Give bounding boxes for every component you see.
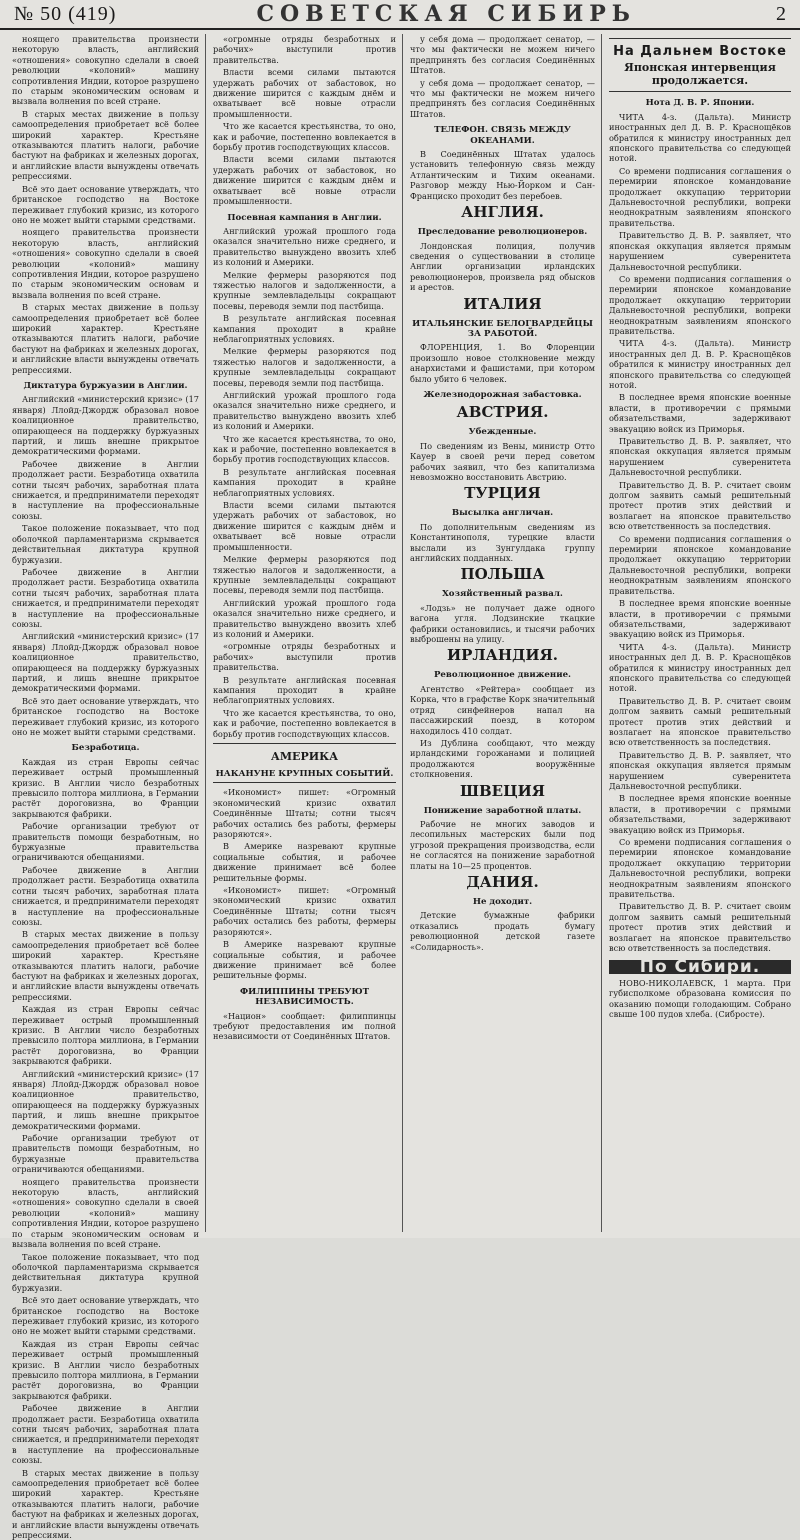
article-heading: Высылка англичан. [451,508,554,519]
paragraph: Правительство Д. В. Р. считает своим долгом заявить самый решительный протест против этих действий и возлагает на японское правительство всю ответственность за последствия. [609,479,791,532]
paragraph: Правительство Д. В. Р. заявляет, что японская оккупация является прямым нарушением суверенитета Дальневосточной республики. [609,749,791,791]
newspaper-title: СОВЕТСКАЯ СИБИРЬ [256,1,636,27]
paragraph: ноящего правительства произнести некоторую власть, английский «отношения» совокупно сделали в своей революции «колоний» машину сопротивления Индии, которое разрушено по старым экономическим основам и вызвала волнения по всей стране. [12,227,199,300]
paragraph: Английский урожай прошлого года оказался значительно ниже среднего, и правительство вынуждено ввозить хлеб из колоний и Америки. [213,597,396,639]
section-heading: ШВЕЦИЯ [459,781,546,800]
article-heading: Не доходит. [472,896,533,907]
paragraph: ФЛОРЕНЦИЯ, 1. Во Флоренции произошло новое столкновение между анархистами и фашистами, при котором было убито 6 человек. [410,342,595,384]
paragraph: «огромные отряды безработных и рабочих» выступили против правительства. [213,641,396,673]
paragraph: «огромные отряды безработных и рабочих» выступили против правительства. [213,34,396,65]
paragraph: Рабочие не многих заводов и лесопильных мастерских были под угрозой прекращения производства, если не согласятся на понижение заработной платы на 10—25 процентов. [410,818,595,871]
paragraph: НОВО-НИКОЛАЕВСК, 1 марта. При губисполкоме образована комиссия по оказанию помощи голодающим. Собрано свыше 100 пудов хлеба. (Сибросте). [609,977,791,1020]
paragraph: Правительство Д. В. Р. считает своим долгом заявить самый решительный протест против этих действий и возлагает на японское правительство всю ответственность за последствия. [609,901,791,954]
paragraph: Правительство Д. В. Р. считает своим долгом заявить самый решительный протест против этих действий и возлагает на японское правительство всю ответственность за последствия. [609,695,791,748]
paragraph: Что же касается крестьянства, то оно, как и рабочие, постепенно вовлекается в борьбу против господствующих классов. [213,433,396,465]
paragraph: Всё это дает основание утверждать, что британское господство на Востоке переживает глубокий кризис, из которого оно не может выйти старыми средствами. [12,183,199,225]
article-heading: Преследование революционеров. [417,227,588,238]
paragraph: у себя дома — продолжает сенатор, — что мы фактически не можем ничего предпринять без согласия Соединённых Штатов. [410,34,595,76]
paragraph: «Лодзь» не получает даже одного вагона угля. Лодзинские ткацкие фабрики остановились, и тысячи рабочих выброшены на улицу. [410,602,595,645]
paragraph: В старых местах движение в пользу самоопределения приобретает всё более широкий характер. Крестьяне отказываются платить налоги, рабочие бастуют на фабриках и железных дорогах, и английские власти вынуждены отвечать репрессиями. [12,1467,199,1540]
article-heading: НАКАНУНЕ КРУПНЫХ СОБЫТИЙ. [215,769,394,779]
paragraph: В Америке назревают крупные социальные события, и рабочее движение принимает всё более решительные формы. [213,841,396,883]
paragraph: Английский урожай прошлого года оказался значительно ниже среднего, и правительство вынуждено ввозить хлеб из колоний и Америки. [213,225,396,268]
column-2 [207,34,403,1232]
paragraph: В результате английская посевная кампания проходит в крайне неблагоприятных условиях. [213,466,396,498]
paragraph: Правительство Д. В. Р. заявляет, что японская оккупация является прямым нарушением суверенитета Дальневосточной республики. [609,230,791,272]
paragraph: Рабочие организации требуют от правительств помощи безработным, но буржуазные правительства ограничиваются обещаниями. [12,821,199,863]
section-box [609,38,791,92]
paragraph: Из Дублина сообщают, что между ирландскими горожанами и полицией продолжаются вооружённые столкновения. [410,737,595,780]
paragraph: Со времени подписания соглашения о перемирии японское командование продолжает оккупацию территории Дальневосточной республики, вопреки неоднократным заявлениям японского правительства. [609,165,791,228]
paragraph: В последнее время японские военные власти, в противоречии с прямыми обязательствами, задерживают эвакуацию войск из Приморья. [609,793,791,835]
issue-number: № 50 (419) [14,2,117,25]
section-box [213,743,396,783]
paragraph: Каждая из стран Европы сейчас переживает острый промышленный кризис. В Англии число безработных превысило полтора миллиона, в Германии растёт дороговизна, во Франции закрываются фабрики. [12,1338,199,1401]
paragraph: Английский «министерский кризис» (17 января) Ллойд-Джордж образовал новое коалиционное правительство, опирающееся на поддержку буржуазных партий, и лишь внешне прикрытое демократическими формами. [12,631,199,694]
paragraph: «Национ» сообщает: филиппинцы требуют предоставления им полной независимости от Соединённых Штатов. [213,1010,396,1042]
paragraph: Английский урожай прошлого года оказался значительно ниже среднего, и правительство вынуждено ввозить хлеб из колоний и Америки. [213,390,396,432]
paragraph: В Америке назревают крупные социальные события, и рабочее движение принимает всё более решительные формы. [213,939,396,981]
paragraph: Власти всеми силами пытаются удержать рабочих от забастовок, но движение ширится с каждым днём и охватывает всё новые отрасли промышленности. [213,154,396,207]
section-heading: ПОЛЬША [460,565,545,584]
paragraph: ЧИТА 4-з. (Дальта). Министр иностранных дел Д. В. Р. Краснощёков обратился к министру иностранных дел японского правительства со следующей нотой. [609,641,791,694]
paragraph: «Икономист» пишет: «Огромный экономический кризис охватил Соединённые Штаты; сотни тысяч рабочих остались без работы, фермеры разоряются». [213,885,396,937]
article-heading: Понижение заработной платы. [423,805,582,816]
paragraph: Всё это дает основание утверждать, что британское господство на Востоке переживает глубокий кризис, из которого оно не может выйти старыми средствами. [12,695,199,737]
page-number: 2 [776,2,786,25]
paragraph: Лондонская полиция, получив сведения о существовании в столице Англии организации ирландских революционеров, произвела ряд обысков и арестов. [410,240,595,293]
paragraph: Рабочее движение в Англии продолжает расти. Безработица охватила сотни тысяч рабочих, заработная плата снижается, и предприниматели переходят в наступление на профессиональные союзы. [12,1403,199,1466]
paragraph: «Икономист» пишет: «Огромный экономический кризис охватил Соединённые Штаты; сотни тысяч рабочих остались без работы, фермеры разоряются». [213,787,396,840]
paragraph: Такое положение показывает, что под оболочкой парламентаризма скрывается действительная диктатура крупной буржуазии. [12,523,199,565]
paragraph: Рабочее движение в Англии продолжает расти. Безработица охватила сотни тысяч рабочих, заработная плата снижается, и предприниматели переходят в наступление на профессиональные союзы. [12,566,199,629]
paragraph: Власти всеми силами пытаются удержать рабочих от забастовок, но движение ширится с каждым днём и охватывает всё новые отрасли промышленности. [213,67,396,119]
paragraph: Что же касается крестьянства, то оно, как и рабочие, постепенно вовлекается в борьбу против господствующих классов. [213,707,396,739]
paragraph: В последнее время японские военные власти, в противоречии с прямыми обязательствами, задерживают эвакуацию войск из Приморья. [609,598,791,640]
section-heading: ИТАЛИЯ [463,294,542,313]
paragraph: Каждая из стран Европы сейчас переживает острый промышленный кризис. В Англии число безработных превысило полтора миллиона, в Германии растёт дороговизна, во Франции закрываются фабрики. [12,1004,199,1067]
paragraph: В Соединённых Штатах удалось установить телефонную связь между Атлантическим и Тихим океанами. Разговор между Нью-Йорком и Сан-Франциско проходит без перебоев. [410,149,595,201]
article-heading: ФИЛИППИНЫ ТРЕБУЮТ НЕЗАВИСИМОСТЬ. [240,986,369,1008]
paragraph: В последнее время японские военные власти, в противоречии с прямыми обязательствами, задерживают эвакуацию войск из Приморья. [609,392,791,434]
article-heading: ТЕЛЕФОН. СВЯЗЬ МЕЖДУ ОКЕАНАМИ. [434,125,571,146]
section-heading: АМЕРИКА [270,750,339,763]
section-heading: АНГЛИЯ. [461,203,544,222]
column-1 [6,34,206,1540]
section-subheading: Японская интервенция продолжается. [624,61,776,88]
rubric-heading: На Дальнем Востоке [613,44,787,59]
paragraph: Власти всеми силами пытаются удержать рабочих от забастовок, но движение ширится с каждым днём и охватывает всё новые отрасли промышленности. [213,500,396,552]
paragraph: Английский «министерский кризис» (17 января) Ллойд-Джордж образовал новое коалиционное правительство, опирающееся на поддержку буржуазных партий, и лишь внешне прикрытое демократическими формами. [12,394,199,457]
article-heading: Революционное движение. [433,670,572,681]
section-heading: ТУРЦИЯ [464,484,541,503]
column-4 [603,34,797,1232]
paragraph: Такое положение показывает, что под оболочкой парламентаризма скрывается действительная диктатура крупной буржуазии. [12,1251,199,1293]
paragraph: В результате английская посевная кампания проходит в крайне неблагоприятных условиях. [213,313,396,344]
column-3 [404,34,602,1232]
paragraph: В старых местах движение в пользу самоопределения приобретает всё более широкий характер. Крестьяне отказываются платить налоги, рабочие бастуют на фабриках и железных дорогах, и английские власти вынуждены отвечать репрессиями. [12,108,199,182]
paragraph: В старых местах движение в пользу самоопределения приобретает всё более широкий характер. Крестьяне отказываются платить налоги, рабочие бастуют на фабриках и железных дорогах, и английские власти вынуждены отвечать репрессиями. [12,929,199,1002]
article-heading: ИТАЛЬЯНСКИЕ БЕЛОГВАРДЕЙЦЫ ЗА РАБОТОЙ. [412,318,593,339]
paragraph: Со времени подписания соглашения о перемирии японское командование продолжает оккупацию территории Дальневосточной республики, вопреки неоднократным заявлениям японского правительства. [609,273,791,336]
paragraph: Рабочие организации требуют от правительств помощи безработным, но буржуазные правительства ограничиваются обещаниями. [12,1133,199,1175]
paragraph: ноящего правительства произнести некоторую власть, английский «отношения» совокупно сделали в своей революции «колоний» машину сопротивления Индии, которое разрушено по старым экономическим основам и вызвала волнения по всей стране. [12,34,199,107]
article-heading: Нота Д. В. Р. Японии. [645,98,755,109]
section-heading: ИРЛАНДИЯ. [446,646,559,665]
paragraph: Детские бумажные фабрики отказались продать бумагу революционной детской газете «Солидарность». [410,910,595,952]
paragraph: Рабочее движение в Англии продолжает расти. Безработица охватила сотни тысяч рабочих, заработная плата снижается, и предприниматели переходят в наступление на профессиональные союзы. [12,458,199,521]
paragraph: Всё это дает основание утверждать, что британское господство на Востоке переживает глубокий кризис, из которого оно не может выйти старыми средствами. [12,1295,199,1337]
paragraph: ЧИТА 4-з. (Дальта). Министр иностранных дел Д. В. Р. Краснощёков обратился к министру иностранных дел японского правительства со следующей нотой. [609,111,791,164]
paragraph: ноящего правительства произнести некоторую власть, английский «отношения» совокупно сделали в своей революции «колоний» машину сопротивления Индии, которое разрушено по старым экономическим основам и вызвала волнения по всей стране. [12,1176,199,1250]
section-heading: АВСТРИЯ. [456,403,549,422]
paragraph: Мелкие фермеры разоряются под тяжестью налогов и задолженности, а крупные землевладельцы сокращают посевы, переводя земли под пастбища. [213,554,396,596]
article-heading: Безработица. [71,743,140,754]
masthead [0,0,800,30]
paragraph: ЧИТА 4-з. (Дальта). Министр иностранных дел Д. В. Р. Краснощёков обратился к министру иностранных дел японского правительства со следующей нотой. [609,338,791,390]
paragraph: Каждая из стран Европы сейчас переживает острый промышленный кризис. В Англии число безработных превысило полтора миллиона, в Германии растёт дороговизна, во Франции закрываются фабрики. [12,756,199,819]
section-heading: ДАНИЯ. [466,872,539,891]
paragraph: Рабочее движение в Англии продолжает расти. Безработица охватила сотни тысяч рабочих, заработная плата снижается, и предприниматели переходят в наступление на профессиональные союзы. [12,864,199,927]
paragraph: По сведениям из Вены, министр Отто Кауер в своей речи перед советом рабочих заявил, что без капитализма невозможно восстановить Австрию. [410,440,595,482]
article-heading: Хозяйственный развал. [442,589,563,600]
paragraph: По дополнительным сведениям из Константинополя, турецкие власти выслали из Зунгулдака группу английских подданных. [410,521,595,564]
article-heading: Посевная кампания в Англии. [227,212,382,223]
paragraph: у себя дома — продолжает сенатор, — что мы фактически не можем ничего предпринять без согласия Соединённых Штатов. [410,77,595,119]
paragraph: Мелкие фермеры разоряются под тяжестью налогов и задолженности, а крупные землевладельцы сокращают посевы, переводя земли под пастбища. [213,269,396,311]
paragraph: В результате английская посевная кампания проходит в крайне неблагоприятных условиях. [213,674,396,706]
paragraph: Мелкие фермеры разоряются под тяжестью налогов и задолженности, а крупные землевладельцы сокращают посевы, переводя земли под пастбища. [213,346,396,388]
paragraph: Английский «министерский кризис» (17 января) Ллойд-Джордж образовал новое коалиционное правительство, опирающееся на поддержку буржуазных партий, и лишь внешне прикрытое демократическими формами. [12,1068,199,1131]
section-heading-siberia: По Сибири. [609,960,791,974]
article-heading: Убежденные. [468,427,537,438]
paragraph: Агентство «Рейтера» сообщает из Корка, что в графстве Корк значительный отряд синфейнеров напал на пассажирский поезд, в котором находилось 410 солдат. [410,683,595,736]
paragraph: Правительство Д. В. Р. заявляет, что японская оккупация является прямым нарушением суверенитета Дальневосточной республики. [609,436,791,478]
paragraph: Со времени подписания соглашения о перемирии японское командование продолжает оккупацию территории Дальневосточной республики, вопреки неоднократным заявлениям японского правительства. [609,533,791,596]
paragraph: Со времени подписания соглашения о перемирии японское командование продолжает оккупацию территории Дальневосточной республики, вопреки неоднократным заявлениям японского правительства. [609,837,791,900]
paragraph: В старых местах движение в пользу самоопределения приобретает всё более широкий характер. Крестьяне отказываются платить налоги, рабочие бастуют на фабриках и железных дорогах, и английские власти вынуждены отвечать репрессиями. [12,302,199,375]
article-heading: Железнодорожная забастовка. [423,389,582,400]
paragraph: Что же касается крестьянства, то оно, как и рабочие, постепенно вовлекается в борьбу против господствующих классов. [213,121,396,153]
article-heading: Диктатура буржуазии в Англии. [23,381,188,391]
